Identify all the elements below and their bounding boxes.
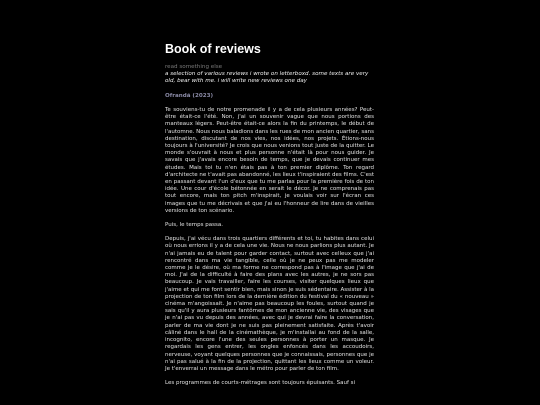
read-something-else-link[interactable]: read something else bbox=[165, 64, 223, 70]
review-paragraph: Depuis, j'ai vécu dans trois quartiers différents et toi, tu habites dans celui où nous errions il y a de cela une vie. Nous ne nous parlions plus autant. Je n'ai jamais eu de talent pour garder contact, surtout avec celleux que j'ai rencontré dans ma vie tangible, celle où je ne peux pas me modeler comme je le désire, où ma forme ne correspond pas à l'image que j'ai de moi. J'ai de la difficulté à faire des plans avec les autres, je ne sors pas beaucoup. Je vais travailler, faire les courses, visiter quelques lieux que j'aime et qui me font sentir bien, mais sinon je suis sédentaire. Assister à la projection de ton film lors de la dernière édition du festival du « nouveau » cinéma m'angoissait. Je n'aime pas beaucoup les foules, surtout quand je sais qu'il y aura plusieurs fantômes de mon ancienne vie, des visages que je n'ai pas vu depuis des années, avec qui je devrai faire la conversation, parler de ma vie dont je ne suis pas pleinement satisfaite. Après t'avoir câliné dans le hall de la cinémathèque, je m'installai au fond de la salle, incognito, encore l'une des seules personnes à porter un masque. Je regardais les gens entrer, les ongles enfoncés dans les accoudoirs, nerveuse, voyant quelques personnes que je connaissais, personnes que je n'ai pas salué à la fin de la projection, quittant les lieux comme un voleur. Je t'enverrai un message dans le métro pour parler de ton film. bbox=[165, 236, 374, 372]
review-title: Ofrandă (2023) bbox=[165, 93, 214, 99]
review-paragraph: Te souviens-tu de notre promenade il y a de cela plusieurs années? Peut-être était-ce l'été. Non, j'ai un souvenir vague que nous portions des manteaux légers. Peut-être était-ce alors la fin du printemps, le début de l'automne. Nous nous baladions dans les rues de mon ancien quartier, sans destination, discutant de nos vies, nos idées, nos projets. Étions-nous toujours à l'université? Je crois que nous venions tout juste de la quitter. Le monde s'ouvrait à nous et plus personne n'était là pour nous guider. Je savais que j'avais encore besoin de temps, que je devais continuer mes études. Mais toi tu n'en étais pas à ton premier diplôme. Ton regard d'architecte ne t'avait pas abandonné, les lieux t'inspiraient des films. C'est en passant devant l'un d'eux que tu me parlas pour la première fois de ton idée. Une cour d'école bétonnée en serait le décor. Je ne comprenais pas tout encore, mais ton pitch m'inspirait, je voulais voir sur l'écran ces images que tu me décrivais et que j'ai eu l'honneur de lire dans de vieilles versions de ton scénario. bbox=[165, 107, 374, 214]
review-paragraph: Les programmes de courts-métrages sont toujours épuisants. Sauf si bbox=[165, 380, 356, 387]
site-title: Book of reviews bbox=[165, 42, 261, 56]
site-subtitle: a selection of various reviews i wrote on letterboxd. some texts are very old, bear with me. i will write new reviews one day bbox=[165, 71, 369, 84]
review-body bbox=[165, 107, 374, 394]
review-paragraph: Puis, le temps passa. bbox=[165, 222, 223, 229]
